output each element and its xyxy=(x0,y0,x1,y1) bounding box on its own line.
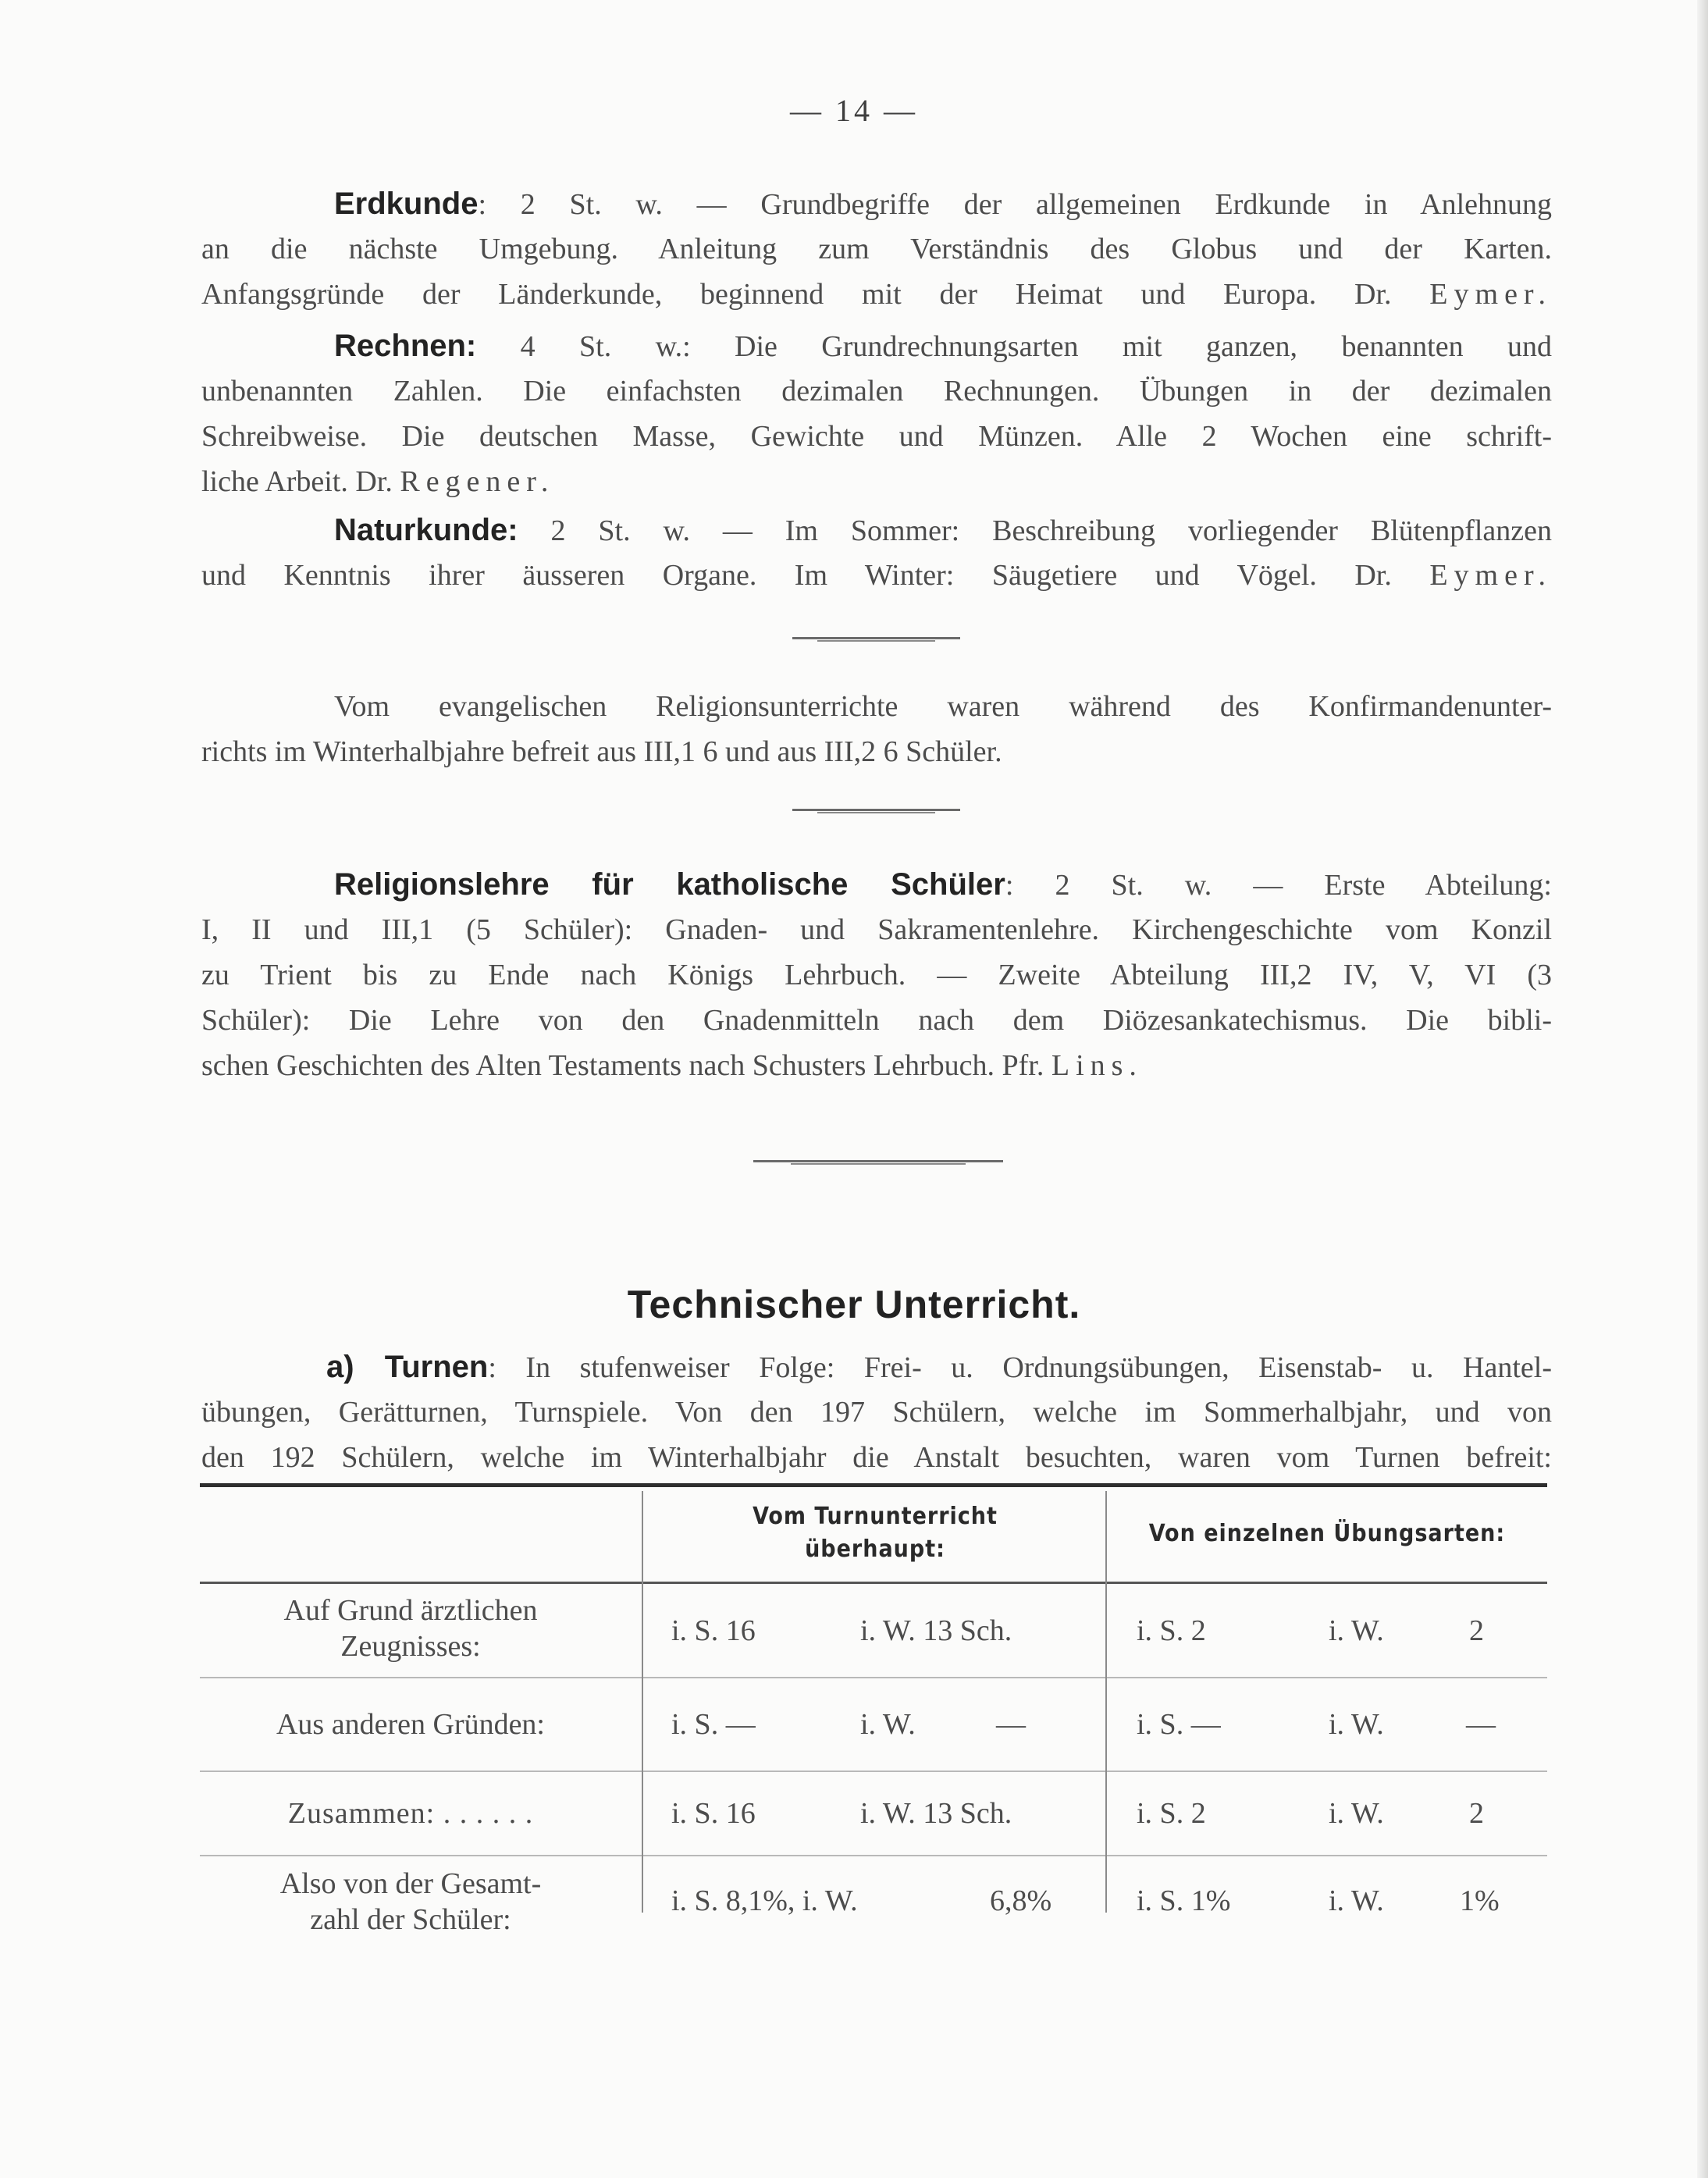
cell-r1-c2-w: i. W. xyxy=(1329,1614,1384,1647)
erdkunde-line-1: : 2 St. w. — Grundbegriffe der allgemeinen Erdkunde in Anlehnung xyxy=(478,188,1552,221)
table-header-rule xyxy=(200,1582,1547,1584)
turnen-heading: a) Turnen xyxy=(326,1350,489,1384)
katholisch-heading: Religionslehre für katholische Schüler xyxy=(334,867,1005,902)
evangelisch-line-2: richts im Winterhalbjahre befreit aus III,1 6 und aus III,2 6 Schüler. xyxy=(201,735,1002,768)
rechnen-line-1: 4 St. w.: Die Grundrechnungsarten mit ganzen, benannten und xyxy=(520,330,1552,363)
rechnen-line-3: Schreibweise. Die deutschen Masse, Gewichte und Münzen. Alle 2 Wochen eine schrift- xyxy=(201,420,1552,453)
row-label-aerztlich: Auf Grund ärztlichen Zeugnisses: xyxy=(283,1594,538,1663)
erdkunde-line-3: Anfangsgründe der Länderkunde, beginnend mit der Heimat und Europa. Dr. xyxy=(201,278,1392,311)
naturkunde-teacher: Eymer. xyxy=(1429,559,1553,592)
naturkunde-line-1: 2 St. w. — Im Sommer: Beschreibung vorliegender Blütenpflanzen xyxy=(550,514,1553,547)
table-col-divider-1 xyxy=(642,1491,643,1913)
cell-r4-c1-wv: 6,8% xyxy=(990,1884,1052,1917)
cell-r4-c2-s: i. S. 1% xyxy=(1137,1884,1231,1917)
cell-r3-c1-w: i. W. 13 Sch. xyxy=(860,1797,1012,1830)
rechnen-line-4: liche Arbeit. Dr. xyxy=(201,465,393,498)
erdkunde-line-2: an die nächste Umgebung. Anleitung zum Verständnis des Globus und der Karten. xyxy=(201,233,1552,265)
col-header-overall: Vom Turnunterricht überhaupt: xyxy=(753,1503,998,1563)
rechnen-line-2: unbenannten Zahlen. Die einfachsten dezimalen Rechnungen. Übungen in der dezimalen xyxy=(201,375,1552,407)
cell-r2-c2-s: i. S. — xyxy=(1137,1708,1221,1741)
separator-rule-1 xyxy=(792,637,960,639)
naturkunde-heading: Naturkunde: xyxy=(334,513,518,547)
katholisch-paragraph xyxy=(201,862,1552,1088)
cell-r2-c1-wv: — xyxy=(996,1708,1026,1741)
cell-r4-c2-wv: 1% xyxy=(1460,1884,1500,1917)
row-label-zusammen: Zusammen: . . . . . . xyxy=(287,1797,534,1830)
cell-r3-c2-w: i. W. xyxy=(1329,1797,1384,1830)
turnen-befreiung-table xyxy=(200,1483,1547,1936)
cell-r3-c1-s: i. S. 16 xyxy=(671,1797,756,1830)
col-header-individual: Von einzelnen Übungsarten: xyxy=(1148,1520,1506,1547)
naturkunde-paragraph xyxy=(201,507,1552,598)
rechnen-teacher: Regener. xyxy=(400,465,555,498)
table-top-rule xyxy=(200,1483,1547,1487)
cell-r1-c2-wv: 2 xyxy=(1469,1614,1484,1647)
evangelisch-paragraph xyxy=(201,684,1552,774)
naturkunde-line-2: und Kenntnis ihrer äusseren Organe. Im Winter: Säugetiere und Vögel. Dr. xyxy=(201,559,1392,592)
table-row-rule-3 xyxy=(200,1855,1547,1856)
cell-r3-c2-s: i. S. 2 xyxy=(1137,1797,1206,1830)
cell-r4-c1-sw: i. S. 8,1%, i. W. xyxy=(671,1884,858,1917)
cell-r1-c2-s: i. S. 2 xyxy=(1137,1614,1206,1647)
cell-r2-c2-wv: — xyxy=(1466,1708,1496,1741)
cell-r2-c1-w: i. W. xyxy=(860,1708,916,1741)
page-number: — 14 — xyxy=(790,93,918,128)
row-label-andere: Aus anderen Gründen: xyxy=(276,1708,545,1741)
katholisch-line-3: zu Trient bis zu Ende nach Königs Lehrbuch. — Zweite Abteilung III,2 IV, V, VI (3 xyxy=(201,959,1552,991)
erdkunde-heading: Erdkunde xyxy=(334,187,479,221)
separator-rule-2 xyxy=(792,809,960,811)
cell-r3-c2-wv: 2 xyxy=(1469,1797,1484,1830)
table-col-divider-2 xyxy=(1105,1491,1107,1913)
table-row-rule-2 xyxy=(200,1771,1547,1772)
cell-r2-c1-s: i. S. — xyxy=(671,1708,756,1741)
row-label-gesamt: Also von der Gesamt- zahl der Schüler: xyxy=(279,1867,542,1936)
turnen-line-3: den 192 Schülern, welche im Winterhalbjahr die Anstalt besuchten, waren vom Turnen befreit: xyxy=(201,1441,1552,1474)
page-edge-shadow xyxy=(1697,0,1708,2178)
katholisch-line-2: I, II und III,1 (5 Schüler): Gnaden- und Sakramentenlehre. Kirchengeschichte vom Konzil xyxy=(201,913,1552,946)
table-row-rule-1 xyxy=(200,1677,1547,1678)
rechnen-heading: Rechnen: xyxy=(334,329,477,363)
cell-r2-c2-w: i. W. xyxy=(1329,1708,1384,1741)
katholisch-line-4: Schüler): Die Lehre von den Gnadenmitteln nach dem Diözesankatechismus. Die bibli- xyxy=(201,1004,1552,1037)
cell-r1-c1-w: i. W. 13 Sch. xyxy=(860,1614,1012,1647)
turnen-paragraph xyxy=(201,1344,1552,1480)
katholisch-teacher: Lins. xyxy=(1051,1049,1143,1082)
evangelisch-line-1: Vom evangelischen Religionsunterrichte waren während des Konfirmandenunter- xyxy=(334,690,1552,723)
katholisch-line-5: schen Geschichten des Alten Testaments nach Schusters Lehrbuch. Pfr. xyxy=(201,1049,1044,1082)
katholisch-line-1: : 2 St. w. — Erste Abteilung: xyxy=(1005,869,1552,902)
erdkunde-paragraph xyxy=(201,181,1552,317)
erdkunde-teacher: Eymer. xyxy=(1429,278,1552,311)
cell-r4-c2-w: i. W. xyxy=(1329,1884,1384,1917)
rechnen-paragraph xyxy=(201,323,1552,504)
turnen-line-1: : In stufenweiser Folge: Frei- u. Ordnungsübungen, Eisenstab- u. Hantel- xyxy=(488,1351,1552,1384)
cell-r1-c1-s: i. S. 16 xyxy=(671,1614,756,1647)
technischer-title: Technischer Unterricht. xyxy=(627,1283,1081,1326)
separator-rule-3 xyxy=(753,1160,1003,1162)
turnen-line-2: übungen, Gerätturnen, Turnspiele. Von den 197 Schülern, welche im Sommerhalbjahr, und von xyxy=(201,1396,1552,1429)
